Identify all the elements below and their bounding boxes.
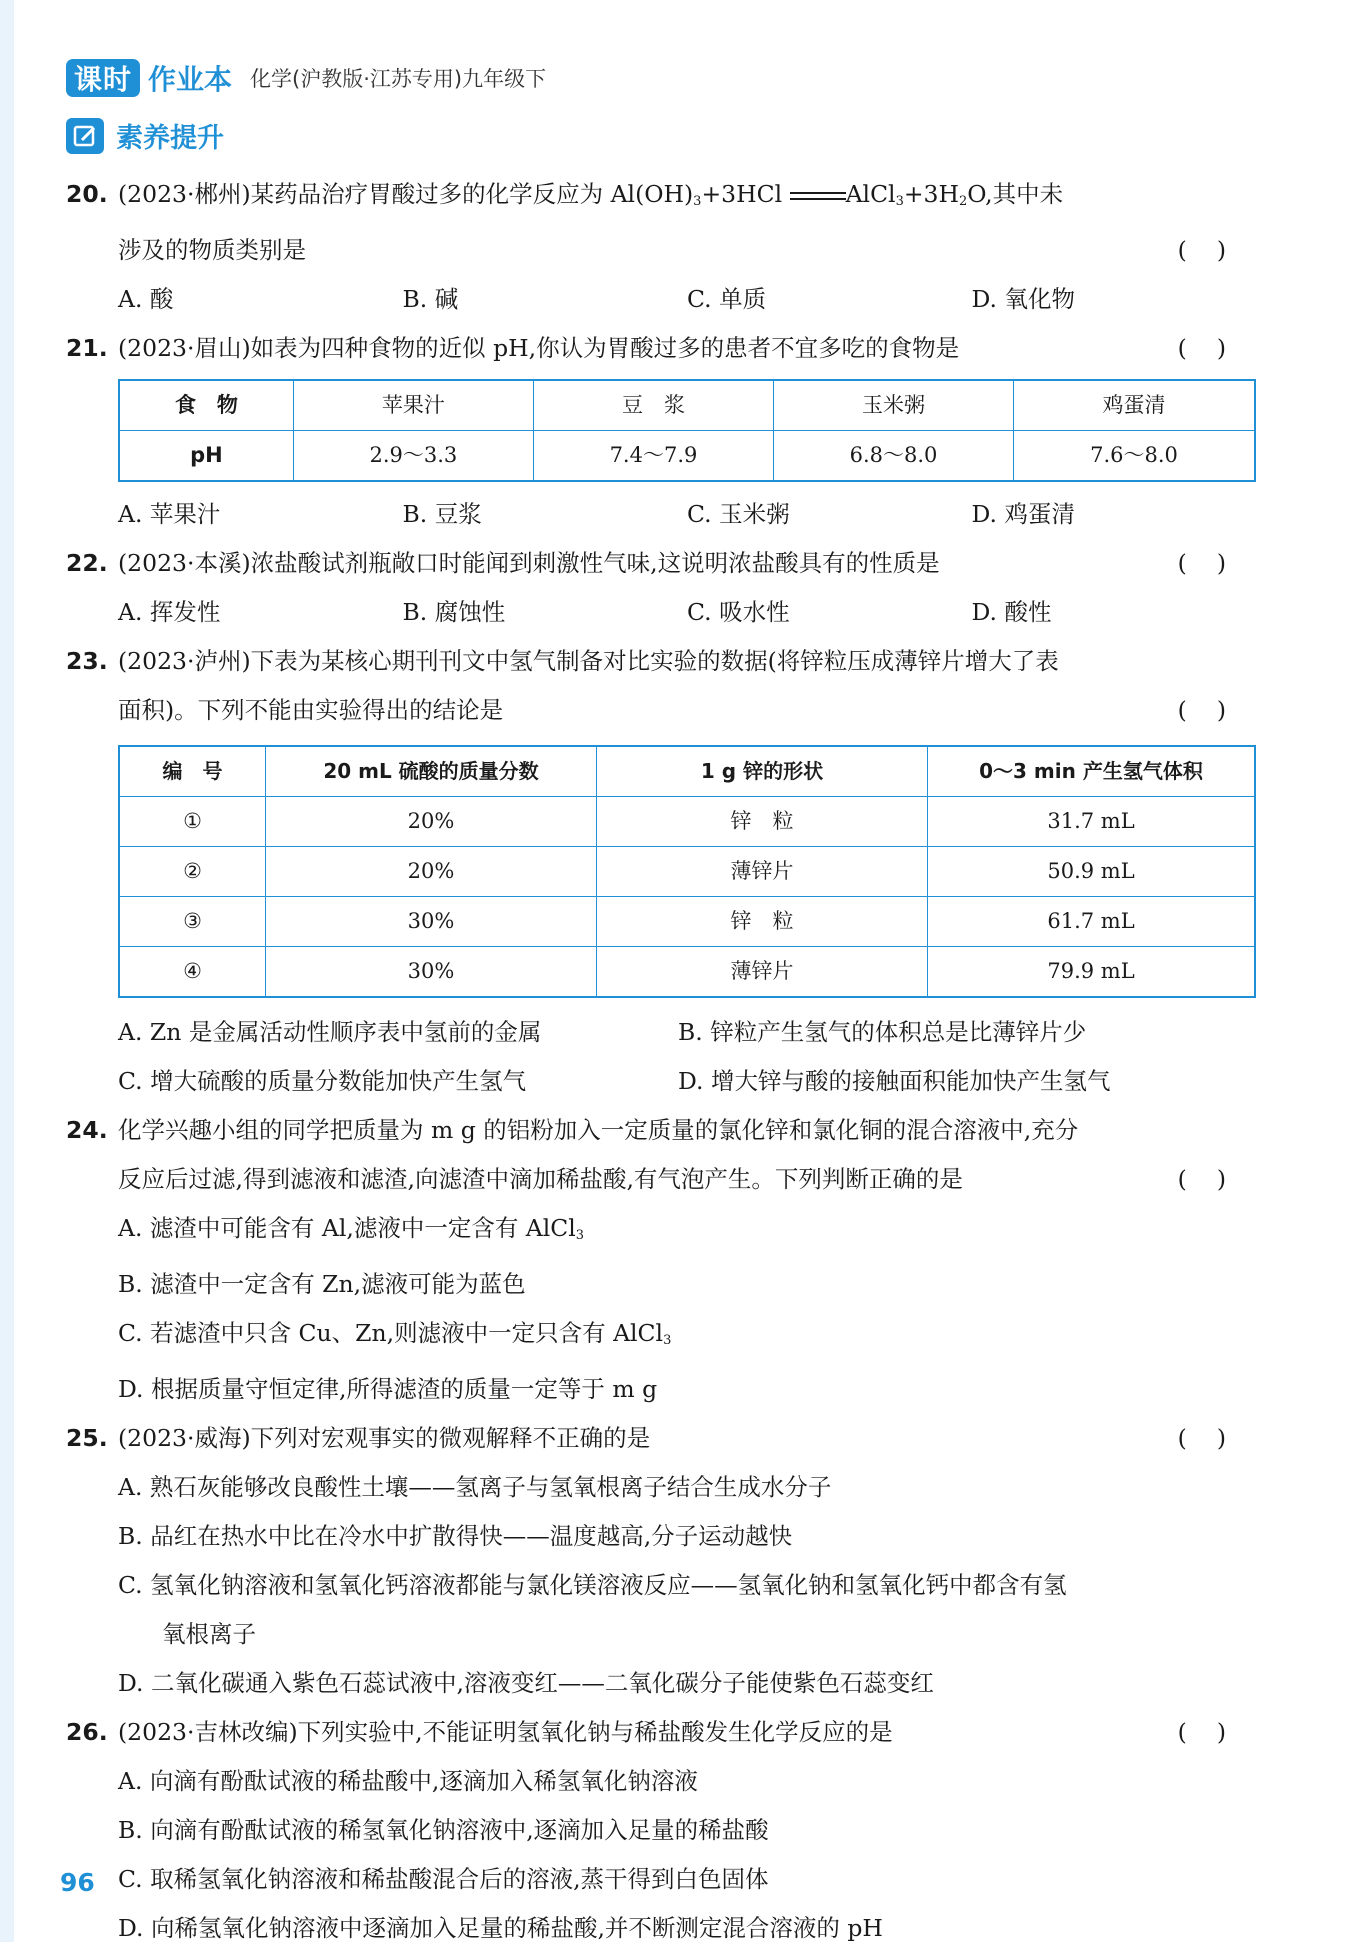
question-number: 24. [66,1116,108,1144]
question-text: 反应后过滤,得到滤液和滤渣,向滤渣中滴加稀盐酸,有气泡产生。下列判断正确的是 [118,1165,963,1193]
question-text: (2023·郴州)某药品治疗胃酸过多的化学反应为 Al(OH) [118,180,694,208]
options [66,1057,1256,1106]
option-a[interactable] [66,1204,1256,1260]
option-c[interactable]: C. 取稀氢氧化钠溶液和稀盐酸混合后的溶液,蒸干得到白色固体 [118,1865,769,1893]
column-header: 编 号 [119,746,266,797]
options [66,275,1256,324]
answer-blank[interactable]: () [1177,334,1256,362]
question-text: 化学兴趣小组的同学把质量为 m g 的铝粉加入一定质量的氯化锌和氯化铜的混合溶液中,充分 [118,1116,1079,1144]
option-a[interactable]: A. 苹果汁 [118,500,221,528]
question-number: 21. [66,334,108,362]
option-c[interactable]: C. 氢氧化钠溶液和氢氧化钙溶液都能与氯化镁溶液反应——氢氧化钠和氢氧化钙中都含有氢 [118,1571,1067,1599]
ph-table [118,379,1256,482]
table-cell: ② [119,847,266,897]
question-21 [66,324,1256,539]
option-c[interactable]: C. 单质 [687,285,767,313]
question-line [66,1414,1256,1463]
question-text: (2023·泸州)下表为某核心期刊刊文中氢气制备对比实验的数据(将锌粒压成薄锌片增大了表 [118,647,1059,675]
column-header: 1 g 锌的形状 [597,746,928,797]
question-number: 26. [66,1718,108,1746]
subscript: 3 [693,194,702,209]
section-heading [66,116,224,155]
table-cell: 7.4～7.9 [533,431,773,482]
question-number: 22. [66,549,108,577]
answer-blank[interactable]: () [1177,236,1256,264]
question-20 [66,170,1256,324]
question-text: O,其中未 [967,180,1064,208]
table-cell: 薄锌片 [597,847,928,897]
answer-blank[interactable]: () [1177,549,1256,577]
option-b[interactable]: B. 品红在热水中比在冷水中扩散得快——温度越高,分子运动越快 [118,1522,793,1550]
table-cell: 20% [266,847,597,897]
answer-blank[interactable]: () [1177,1424,1256,1452]
option-d[interactable]: D. 二氧化碳通入紫色石蕊试液中,溶液变红——二氧化碳分子能使紫色石蕊变红 [118,1669,934,1697]
question-line [66,1155,1256,1204]
table-cell: 20% [266,797,597,847]
question-22 [66,539,1256,637]
option-text: A. 滤渣中可能含有 Al,滤液中一定含有 AlCl [118,1214,576,1242]
table-cell: pH [119,431,293,482]
option-b[interactable]: B. 腐蚀性 [402,598,506,626]
answer-blank[interactable]: () [1177,1165,1256,1193]
hydrogen-experiment-table [118,745,1256,998]
question-text: +3HCl [701,180,783,208]
table-cell: 50.9 mL [928,847,1256,897]
table-cell: 玉米粥 [774,380,1014,431]
option-c[interactable]: C. 增大硫酸的质量分数能加快产生氢气 [118,1067,527,1095]
question-line [66,539,1256,588]
question-number: 23. [66,647,108,675]
question-text: (2023·吉林改编)下列实验中,不能证明氢氧化钠与稀盐酸发生化学反应的是 [118,1718,893,1746]
table-row [119,897,1255,947]
question-25 [66,1414,1256,1708]
table-cell: 锌 粒 [597,897,928,947]
question-text: AlCl [845,180,896,208]
subscript: 2 [958,194,968,209]
table-cell: 薄锌片 [597,947,928,998]
question-26 [66,1708,1256,1953]
option-c-continued: 氧根离子 [162,1620,256,1648]
logo-subtitle: 作业本 [148,63,233,96]
option-c[interactable] [66,1309,1256,1365]
question-text: (2023·本溪)浓盐酸试剂瓶敞口时能闻到刺激性气味,这说明浓盐酸具有的性质是 [118,549,940,577]
question-text: (2023·威海)下列对宏观事实的微观解释不正确的是 [118,1424,651,1452]
option-a[interactable]: A. 熟石灰能够改良酸性土壤——氢离子与氢氧根离子结合生成水分子 [118,1473,832,1501]
table-row [119,431,1255,482]
table-cell: ④ [119,947,266,998]
table-row [119,380,1255,431]
table-cell: 6.8～8.0 [774,431,1014,482]
option-d[interactable]: D. 氧化物 [971,285,1075,313]
question-line [66,686,1256,735]
question-text: 涉及的物质类别是 [118,236,306,264]
question-text: 面积)。下列不能由实验得出的结论是 [118,696,504,724]
table-row [119,847,1255,897]
question-line [66,170,1256,226]
question-line [66,637,1256,686]
table-cell: 30% [266,947,597,998]
option-b[interactable]: B. 碱 [402,285,459,313]
table-header-row [119,746,1255,797]
option-c[interactable]: C. 玉米粥 [687,500,790,528]
questions [66,170,1256,1953]
subscript: 3 [575,1228,585,1243]
table-cell: 苹果汁 [293,380,533,431]
question-number: 20. [66,180,108,208]
option-text: C. 若滤渣中只含 Cu、Zn,则滤液中一定只含有 AlCl [118,1319,664,1347]
table-cell: ① [119,797,266,847]
equals-sign-icon [790,190,846,202]
section-title: 素养提升 [116,123,224,154]
table-cell: 30% [266,897,597,947]
option-d[interactable]: D. 向稀氢氧化钠溶液中逐滴加入足量的稀盐酸,并不断测定混合溶液的 pH [118,1914,883,1942]
table-cell: 锌 粒 [597,797,928,847]
table-cell: 7.6～8.0 [1014,431,1255,482]
table-row [119,797,1255,847]
question-text: +3H [903,180,959,208]
question-line [66,324,1256,373]
logo: 课时 [66,59,140,97]
subscript: 3 [895,194,904,209]
option-b[interactable]: B. 锌粒产生氢气的体积总是比薄锌片少 [678,1018,1087,1046]
option-a[interactable]: A. 向滴有酚酞试液的稀盐酸中,逐滴加入稀氢氧化钠溶液 [118,1767,698,1795]
page-edge-bar [0,0,14,1942]
option-d[interactable]: D. 增大锌与酸的接触面积能加快产生氢气 [678,1067,1111,1095]
page-number: 96 [60,1868,95,1897]
option-a[interactable]: A. 挥发性 [118,598,221,626]
table-cell: 61.7 mL [928,897,1256,947]
question-text: (2023·眉山)如表为四种食物的近似 pH,你认为胃酸过多的患者不宜多吃的食物是 [118,334,960,362]
answer-blank[interactable]: () [1177,1718,1256,1746]
options [66,1008,1256,1057]
pencil-icon [66,118,104,154]
column-header: 20 mL 硫酸的质量分数 [266,746,597,797]
table-cell: ③ [119,897,266,947]
question-line [66,1708,1256,1757]
question-24 [66,1106,1256,1414]
option-c[interactable]: C. 吸水性 [687,598,790,626]
table-cell: 31.7 mL [928,797,1256,847]
table-cell: 2.9～3.3 [293,431,533,482]
subscript: 3 [663,1333,672,1348]
table-cell: 食 物 [119,380,293,431]
question-line [66,1106,1256,1155]
question-line [66,226,1256,275]
table-cell: 豆 浆 [533,380,773,431]
table-cell: 79.9 mL [928,947,1256,998]
option-d[interactable]: D. 鸡蛋清 [971,500,1075,528]
subject-label: 化学(沪教版·江苏专用)九年级下 [250,67,547,91]
options [66,588,1256,637]
column-header: 0～3 min 产生氢气体积 [928,746,1256,797]
option-b[interactable]: B. 豆浆 [402,500,482,528]
table-row [119,947,1255,998]
page-header [66,56,546,100]
question-23 [66,637,1256,1106]
option-a[interactable]: A. 酸 [118,285,174,313]
option-d[interactable]: D. 酸性 [971,598,1052,626]
option-b[interactable]: B. 向滴有酚酞试液的稀氢氧化钠溶液中,逐滴加入足量的稀盐酸 [118,1816,769,1844]
option-a[interactable]: A. Zn 是金属活动性顺序表中氢前的金属 [118,1018,542,1046]
table-cell: 鸡蛋清 [1014,380,1255,431]
question-number: 25. [66,1424,108,1452]
option-d[interactable]: D. 根据质量守恒定律,所得滤渣的质量一定等于 m g [118,1375,658,1403]
option-b[interactable]: B. 滤渣中一定含有 Zn,滤液可能为蓝色 [118,1270,526,1298]
options [66,490,1256,539]
answer-blank[interactable]: () [1177,696,1256,724]
